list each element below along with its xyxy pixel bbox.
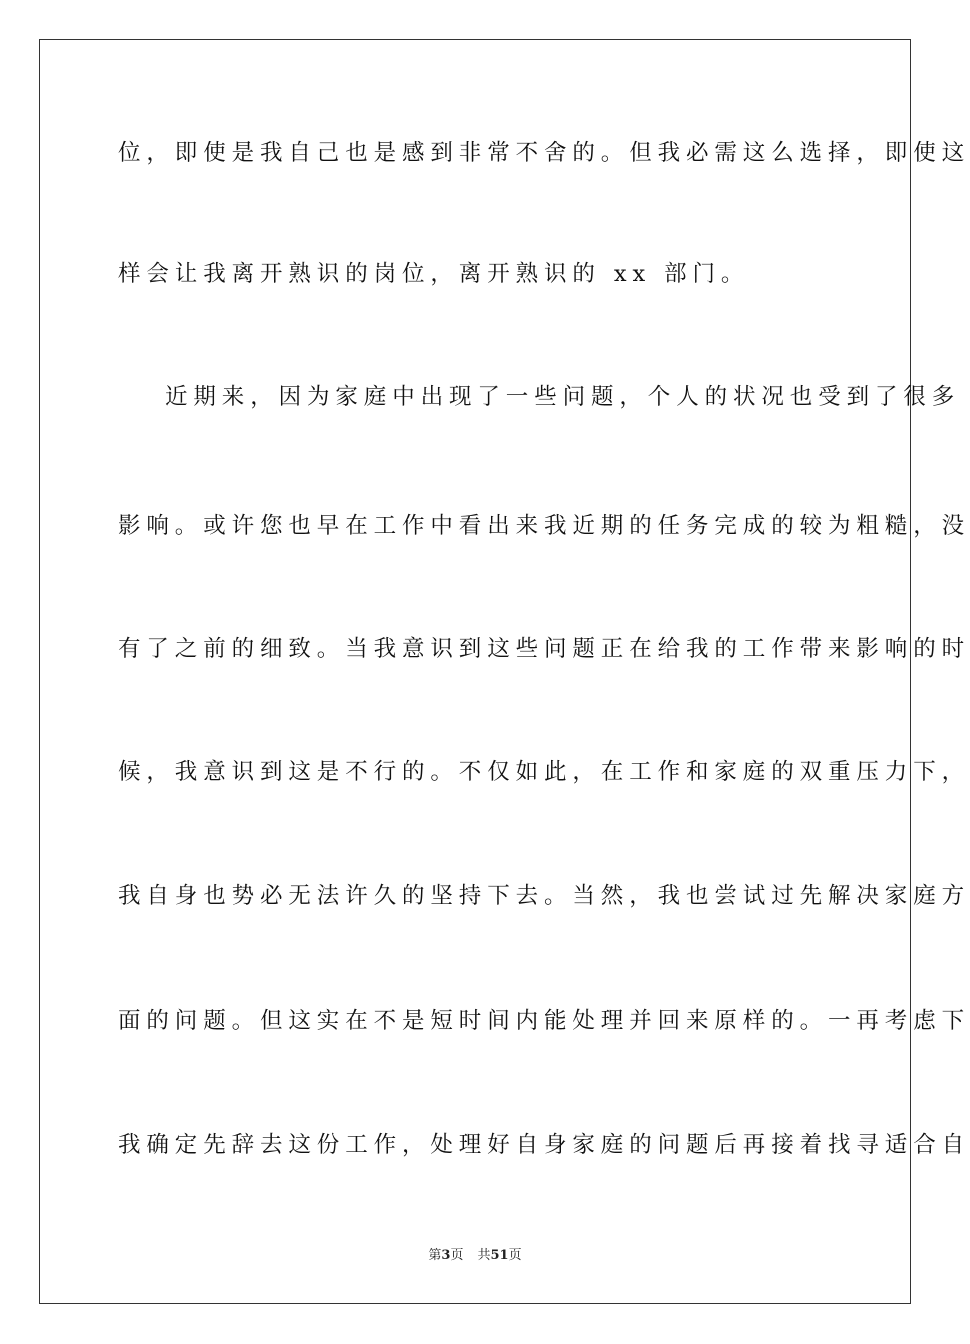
paragraph-line: 位，即使是我自己也是感到非常不舍的。但我必需这么选择，即使这 (118, 140, 970, 166)
page-number: 3 (441, 1248, 451, 1263)
paragraph-line: 样会让我离开熟识的岗位，离开熟识的 xx 部门。 (118, 261, 750, 287)
paragraph-line: 面的问题。但这实在不是短时间内能处理并回来原样的。一再考虑下 (118, 1008, 970, 1034)
page-footer (0, 1247, 950, 1265)
paragraph-line-indented: 近期来，因为家庭中出现了一些问题，个人的状况也受到了很多 (165, 384, 961, 410)
total-pages: 51 (490, 1248, 509, 1263)
page-label-suffix: 页 (450, 1248, 464, 1263)
paragraph-line: 候，我意识到这是不行的。不仅如此，在工作和家庭的双重压力下， (118, 759, 970, 785)
page-frame (39, 39, 970, 1304)
paragraph-line: 影响。或许您也早在工作中看出来我近期的任务完成的较为粗糙，没 (118, 513, 970, 539)
page-label-prefix: 第 (428, 1248, 442, 1263)
total-label-suffix: 页 (508, 1248, 522, 1263)
paragraph-line: 我自身也势必无法许久的坚持下去。当然，我也尝试过先解决家庭方 (118, 883, 970, 909)
paragraph-line: 有了之前的细致。当我意识到这些问题正在给我的工作带来影响的时 (118, 636, 970, 662)
paragraph-line: 我确定先辞去这份工作，处理好自身家庭的问题后再接着找寻适合自 (118, 1132, 970, 1158)
total-label-prefix: 共 (477, 1248, 491, 1263)
